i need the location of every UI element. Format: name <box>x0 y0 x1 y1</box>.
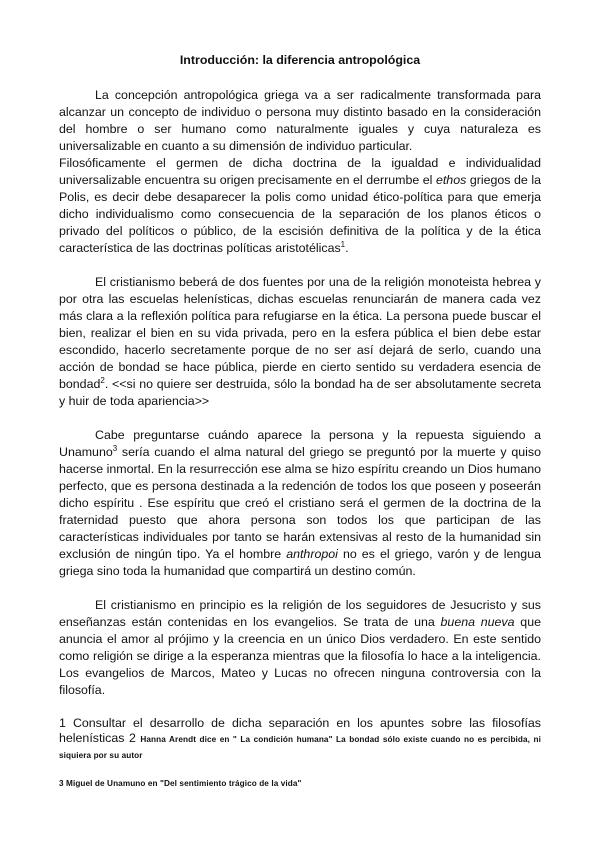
footnote-2: Hanna Arendt dice en " La condición humana" La bondad sólo existe cuando no es percibida, ni siquiera por su autor <box>59 735 541 760</box>
paragraph-2 <box>59 155 541 257</box>
document-page <box>59 52 541 792</box>
footnote-1: 1 Consultar el desarrollo de dicha separación en los apuntes sobre las filosofías helenísticas 2 <box>59 716 541 745</box>
ethos-italic: ethos <box>435 173 467 187</box>
footnotes-1-2 <box>59 716 541 763</box>
footnote-3: 3 Miguel de Unamuno en "Del sentimiento trágico de la vida" <box>59 779 302 788</box>
footnote-ref-2: 2 <box>100 375 105 385</box>
paragraph-2-text-a: Filosóficamente el germen de dicha doctrina de la igualdad e individualidad universalizable encuentra su origen precisamente en el derrumbe el <box>59 156 541 187</box>
paragraph-5 <box>59 597 541 699</box>
paragraph-2-end: . <box>345 241 349 255</box>
paragraph-5-text-b: que anuncia el amor al prójimo y la creencia en un único Dios verdadero. En este sentido como religión se dirige a la esperanza mientras que la filosofía lo hace a la inteligencia. Los evangelios de Marcos, Mateo y Lucas no ofrecen ninguna controversia con la filosofía. <box>59 615 541 697</box>
paragraph-3 <box>59 274 541 410</box>
paragraph-5-text-a: El cristianismo en principio es la religión de los seguidores de Jesucristo y sus enseñanzas están contenidas en los evangelios. Se trata de una <box>59 598 541 629</box>
paragraph-4-text-c: no es el griego, varón y de lengua griega sino toda la humanidad que compartirá un destino común. <box>59 547 541 578</box>
footnote-ref-1: 1 <box>340 239 346 249</box>
paragraph-4 <box>59 427 541 580</box>
footnote-ref-3: 3 <box>112 443 118 453</box>
paragraph-4-text-a: Cabe preguntarse cuándo aparece la persona y la repuesta siguiendo a Unamuno <box>59 428 541 459</box>
paragraph-4-text-b: sería cuando el alma natural del griego se preguntó por la muerte y quiso hacerse inmortal. En la resurrección ese alma se hizo espíritu creando un Dios humano perfecto, que es persona destinada a la redención de todos los que poseen y poseerán dicho espíritu . Ese espíritu que creó el cristiano será el germen de la doctrina de la fraternidad puesto que ahora persona son todos los que participan de las características individuales por tanto se harán extensivas al resto de la humanidad sin exclusión de ningún tipo. Ya el hombre <box>59 445 541 561</box>
document-title: Introducción: la diferencia antropológica <box>179 53 421 67</box>
paragraph-3-text-b: . <<si no quiere ser destruida, sólo la bondad ha de ser absolutamente secreta y huir de toda apariencia>> <box>59 377 541 408</box>
anthropoi-italic: anthropoi <box>286 547 338 561</box>
paragraph-1: La concepción antropológica griega va a ser radicalmente transformada para alcanzar un concepto de individuo o persona muy distinto basado en la consideración del hombre o ser humano como naturalmente iguales y cuya naturaleza es universalizable en cuanto a su dimensión de individuo particular. <box>59 88 541 153</box>
paragraph-2-text-b: griegos de la Polis, es decir debe desaparecer la polis como unidad ético-política para que emerja dicho individualismo como consecuencia de la separación de los planos éticos o privado del políticos o público, de la escisión definitiva de la política y de la ética característica de las doctrinas políticas aristotélicas <box>59 173 541 255</box>
paragraph-3-text-a: El cristianismo beberá de dos fuentes por una de la religión monoteista hebrea y por otra las escuelas helenísticas, dichas escuelas renunciarán de manera cada vez más clara a la reflexión política para refugiarse en la ética. La persona puede buscar el bien, realizar el bien en su vida privada, pero en la esfera pública el bien debe estar escondido, hacerlo secretamente porque de no ser así dejará de serlo, cuando una acción de bondad se hace pública, pierde en cierto sentido su verdadera esencia de bondad <box>59 275 541 391</box>
buena-nueva-italic: buena nueva <box>440 615 515 629</box>
